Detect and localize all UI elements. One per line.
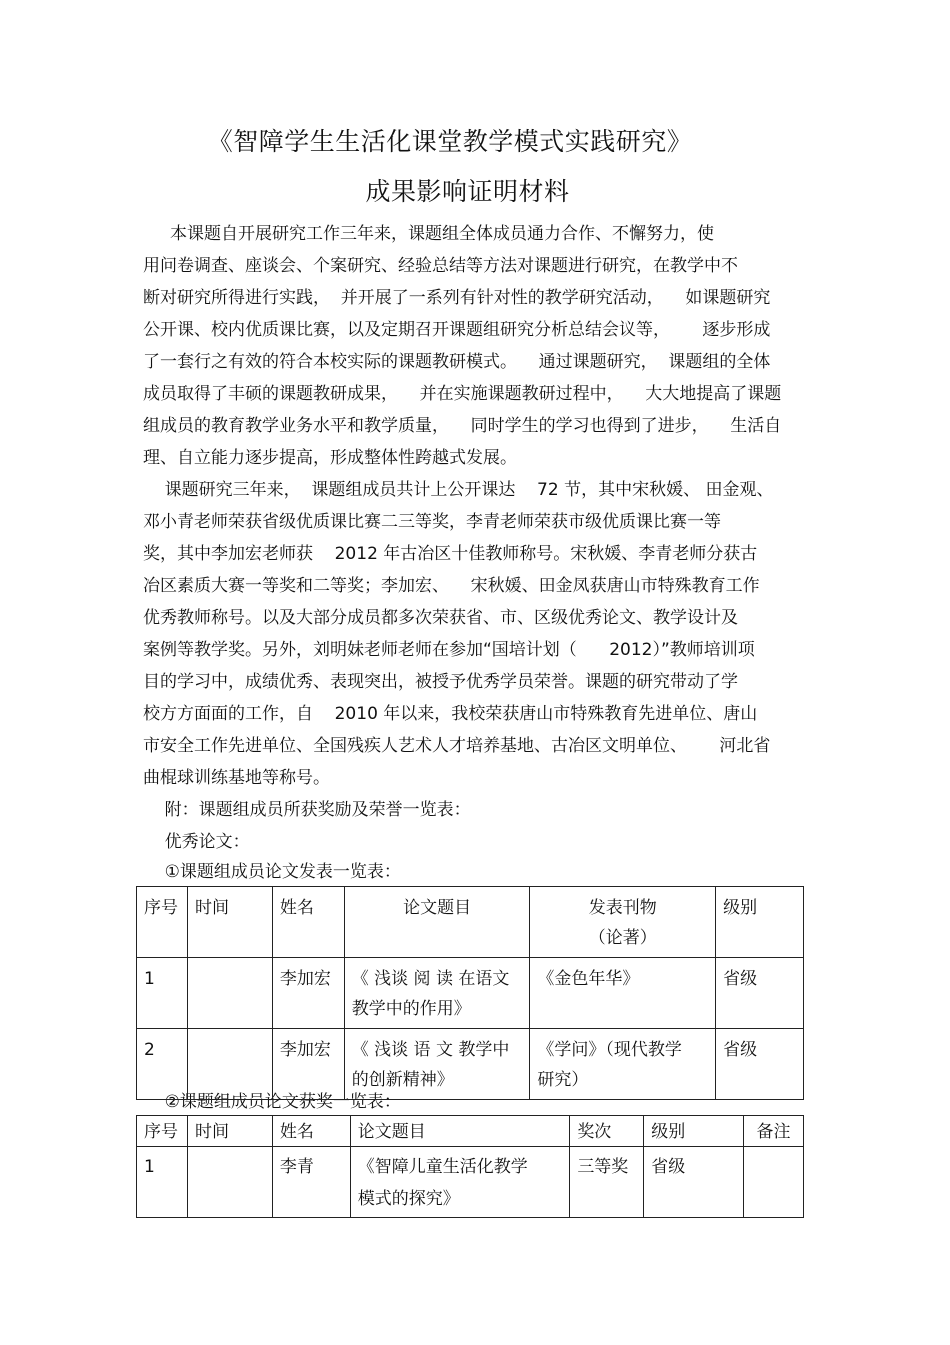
table-cell: 《学问》（现代教学 研究） <box>530 1029 716 1100</box>
header-cell: 级别 <box>644 1116 744 1147</box>
table-row <box>137 1029 804 1100</box>
header-cell: 姓名 <box>272 887 344 958</box>
document-title: 《智障学生生活化课堂教学模式实践研究》 <box>207 127 693 156</box>
header-cell: 发表刊物 （论著） <box>530 887 716 958</box>
table-cell: 省级 <box>644 1147 744 1218</box>
table-cell: 李加宏 <box>272 958 344 1029</box>
table-cell: 《 浅谈 阅 读 在语文 教学中的作用》 <box>344 958 530 1029</box>
text-line: 理、自立能力逐步提高，形成整体性跨越式发展。 <box>143 448 517 468</box>
paper-award-table <box>136 1115 804 1218</box>
text-line: 案例等教学奖。另外，刘明妹老师老师在参加“国培计划（ 2012）”教师培训项 <box>143 640 755 660</box>
table-row <box>137 1147 804 1218</box>
paper-publication-table <box>136 886 804 1100</box>
table-cell: 省级 <box>716 1029 804 1100</box>
header-cell: 奖次 <box>570 1116 644 1147</box>
text-line: 优秀论文： <box>143 832 250 852</box>
header-cell: 序号 <box>137 1116 188 1147</box>
header-cell: 论文题目 <box>344 887 530 958</box>
table-cell <box>187 1029 272 1100</box>
table-cell: 1 <box>137 958 188 1029</box>
table-cell: 李加宏 <box>272 1029 344 1100</box>
table-header-row <box>137 887 804 958</box>
table-cell <box>187 958 272 1029</box>
text-line: 用问卷调查、座谈会、个案研究、经验总结等方法对课题进行研究，在教学中不 <box>143 256 738 276</box>
text-line: 组成员的教育教学业务水平和教学质量， 同时学生的学习也得到了进步， 生活自 <box>143 416 782 436</box>
text-line: 公开课、校内优质课比赛，以及定期召开课题组研究分析总结会议等， 逐步形成 <box>143 320 771 340</box>
text-line: 成员取得了丰硕的课题教研成果， 并在实施课题教研过程中， 大大地提高了课题 <box>143 384 782 404</box>
text-line: 校方方面面的工作，自 2010 年以来，我校荣获唐山市特殊教育先进单位、唐山 <box>143 704 758 724</box>
table-cell: 三等奖 <box>570 1147 644 1218</box>
table-cell: 《 浅谈 语 文 教学中 的创新精神》 <box>344 1029 530 1100</box>
table-cell: 《智障儿童生活化教学 模式的探究》 <box>350 1147 570 1218</box>
text-line: 课题研究三年来， 课题组成员共计上公开课达 72 节，其中宋秋媛、 田金观、 <box>143 480 774 500</box>
header-cell: 备注 <box>744 1116 804 1147</box>
table2-caption: ②课题组成员论文获奖一览表： <box>143 1092 401 1112</box>
header-cell: 时间 <box>187 887 272 958</box>
table-cell: 1 <box>137 1147 188 1218</box>
header-cell: 序号 <box>137 887 188 958</box>
table-cell: 《金色年华》 <box>530 958 716 1029</box>
text-line: 邓小青老师荣获省级优质课比赛二三等奖，李青老师荣获市级优质课比赛一等 <box>143 512 721 532</box>
table1-caption: ①课题组成员论文发表一览表： <box>143 862 401 882</box>
text-line: 曲棍球训练基地等称号。 <box>143 768 330 788</box>
text-line: 附：课题组成员所获奖励及荣誉一览表： <box>143 800 471 820</box>
table-cell: 2 <box>137 1029 188 1100</box>
text-line: 优秀教师称号。以及大部分成员都多次荣获省、市、区级优秀论文、教学设计及 <box>143 608 738 628</box>
document-subtitle: 成果影响证明材料 <box>365 177 570 206</box>
text-line: 市安全工作先进单位、全国残疾人艺术人才培养基地、古冶区文明单位、 河北省 <box>143 736 771 756</box>
header-cell: 级别 <box>716 887 804 958</box>
table-cell <box>744 1147 804 1218</box>
text-line: 本课题自开展研究工作三年来，课题组全体成员通力合作、不懈努力，使 <box>143 224 715 244</box>
table-cell: 李青 <box>272 1147 350 1218</box>
header-cell: 姓名 <box>272 1116 350 1147</box>
header-cell: 时间 <box>187 1116 272 1147</box>
text-line: 了一套行之有效的符合本校实际的课题教研模式。 通过课题研究， 课题组的全体 <box>143 352 771 372</box>
table-cell <box>187 1147 272 1218</box>
table-header-row <box>137 1116 804 1147</box>
text-line: 冶区素质大赛一等奖和二等奖；李加宏、 宋秋媛、田金凤获唐山市特殊教育工作 <box>143 576 760 596</box>
header-cell: 论文题目 <box>350 1116 570 1147</box>
text-line: 奖，其中李加宏老师获 2012 年古冶区十佳教师称号。宋秋媛、李青老师分获古 <box>143 544 758 564</box>
text-line: 断对研究所得进行实践， 并开展了一系列有针对性的教学研究活动， 如课题研究 <box>143 288 771 308</box>
table-cell: 省级 <box>716 958 804 1029</box>
table-row <box>137 958 804 1029</box>
text-line: 目的学习中，成绩优秀、表现突出，被授予优秀学员荣誉。课题的研究带动了学 <box>143 672 738 692</box>
